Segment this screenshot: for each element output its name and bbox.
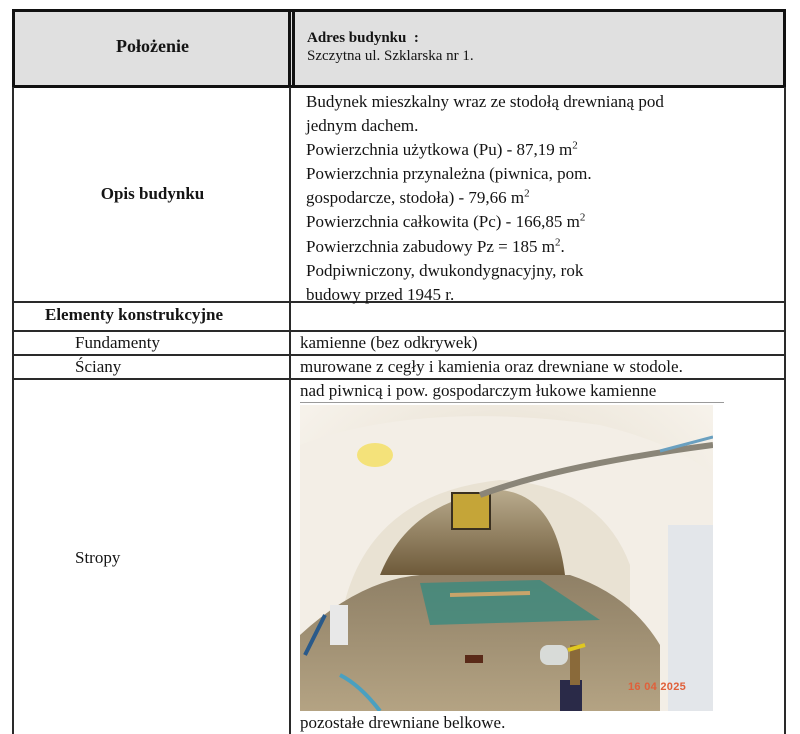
description-line [306,186,766,210]
superscript: 2 [524,187,530,200]
ceilings-value-bottom: pozostałe drewniane belkowe. [300,713,506,732]
description-text [306,90,766,307]
row-divider [12,378,786,380]
address-value: Szczytna ul. Szklarska nr 1. [307,48,474,64]
foundations-label: Fundamenty [75,333,160,352]
description-label: Opis budynku [100,184,205,203]
location-label: Położenie [116,36,189,56]
walls-value: murowane z cegły i kamienia oraz drewniane w stodole. [300,357,683,376]
construction-section-label: Elementy konstrukcyjne [45,305,224,324]
row-divider [12,354,786,356]
description-line: budowy przed 1945 r. [306,284,455,304]
table-border-right-header [783,9,786,88]
built-area: Powierzchnia zabudowy Pz = 185 m [306,236,555,256]
description-line: Powierzchnia zabudowy Pz = 185 $m^2$. [306,235,565,256]
superscript: 2 [579,211,586,224]
row-divider [12,330,786,332]
table-border-right [784,87,786,734]
walls-label: Ściany [75,357,122,376]
address-title: Adres budynku : [307,30,419,46]
hatch [452,493,490,529]
description-line: Podpiwniczony, dwukondygnacyjny, rok [306,260,584,280]
description-line: Budynek mieszkalny wraz ze stodołą drewnianą pod [306,92,664,111]
usable-area: Powierzchnia użytkowa (Pu) - 87,19 m [306,140,573,160]
address-block [307,30,474,65]
superscript: 2 [572,139,578,152]
total-area: Powierzchnia całkowita (Pc) - 166,85 m [306,212,580,232]
basement-photo-illustration [300,405,713,711]
foundations-value: kamienne (bez odkrywek) [300,333,478,352]
photo-date-stamp: 16 04 2025 [628,681,687,693]
superscript: 2 [554,235,561,248]
description-line [306,138,766,162]
description-line [306,210,766,234]
description-line: jednym dachem. [306,116,419,136]
ceilings-label: Stropy [75,548,121,567]
table-border-top [12,9,786,12]
ancillary-area: gospodarcze, stodoła) - 79,66 m [306,188,525,208]
underline [300,402,724,403]
ceilings-value-top: nad piwnicą i pow. gospodarczym łukowe kamienne [300,381,657,400]
description-line: Powierzchnia przynależna (piwnica, pom. [306,164,592,184]
header-border-bottom [12,85,786,88]
header-column-divider-2 [292,9,295,88]
basement-photo [300,405,713,711]
table-border-left [12,87,14,734]
